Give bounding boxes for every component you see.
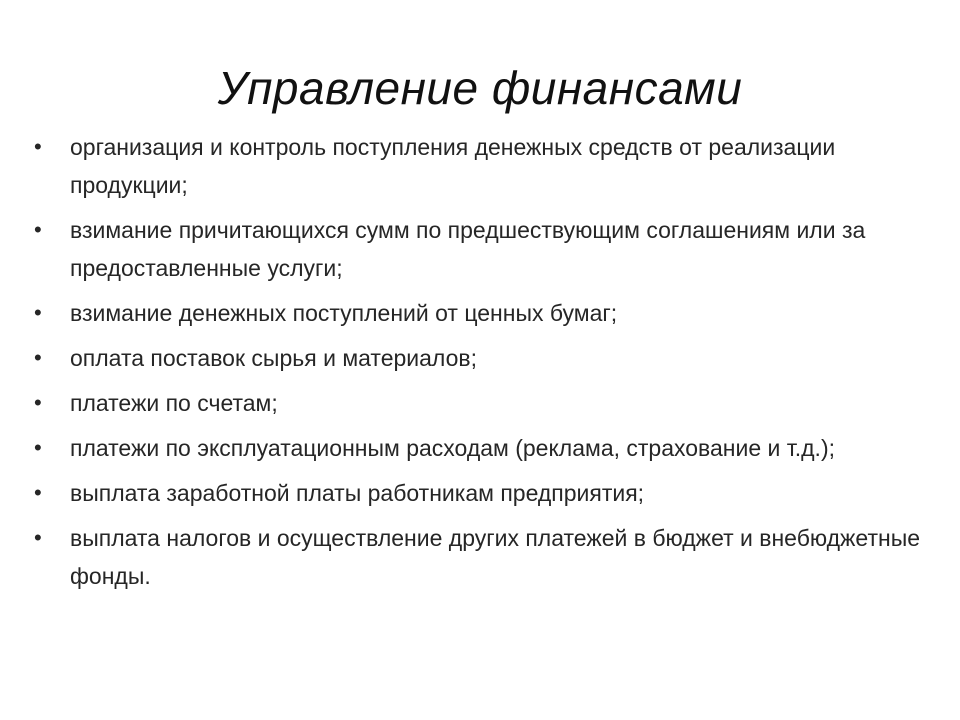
bullet-item	[34, 519, 950, 595]
bullet-text: выплата налогов и осуществление других платежей в бюджет и внебюджетные фонды.	[70, 525, 921, 589]
slide-title: Управление финансами	[217, 62, 743, 114]
bullet-dot-icon: •	[34, 390, 42, 415]
bullet-dot-icon: •	[34, 300, 42, 325]
bullet-text: выплата заработной платы работникам предприятия;	[70, 480, 645, 506]
bullet-item	[34, 474, 950, 512]
bullet-list	[34, 128, 950, 602]
bullet-dot-icon: •	[34, 345, 42, 370]
bullet-dot-icon: •	[34, 217, 42, 242]
bullet-text: платежи по эксплуатационным расходам (реклама, страхование и т.д.);	[70, 435, 835, 461]
bullet-item	[34, 384, 950, 422]
bullet-text: оплата поставок сырья и материалов;	[70, 345, 477, 371]
bullet-item	[34, 429, 950, 467]
bullet-text: платежи по счетам;	[70, 390, 278, 416]
bullet-item	[34, 128, 950, 204]
bullet-dot-icon: •	[34, 134, 42, 159]
bullet-text: взимание денежных поступлений от ценных бумаг;	[70, 300, 618, 326]
bullet-item	[34, 339, 950, 377]
bullet-dot-icon: •	[34, 435, 42, 460]
bullet-item	[34, 294, 950, 332]
bullet-text: взимание причитающихся сумм по предшествующим соглашениям или за предоставленные услуги;	[70, 217, 866, 281]
bullet-dot-icon: •	[34, 480, 42, 505]
bullet-item	[34, 211, 950, 287]
bullet-text: организация и контроль поступления денежных средств от реализации продукции;	[70, 134, 836, 198]
bullet-dot-icon: •	[34, 525, 42, 550]
